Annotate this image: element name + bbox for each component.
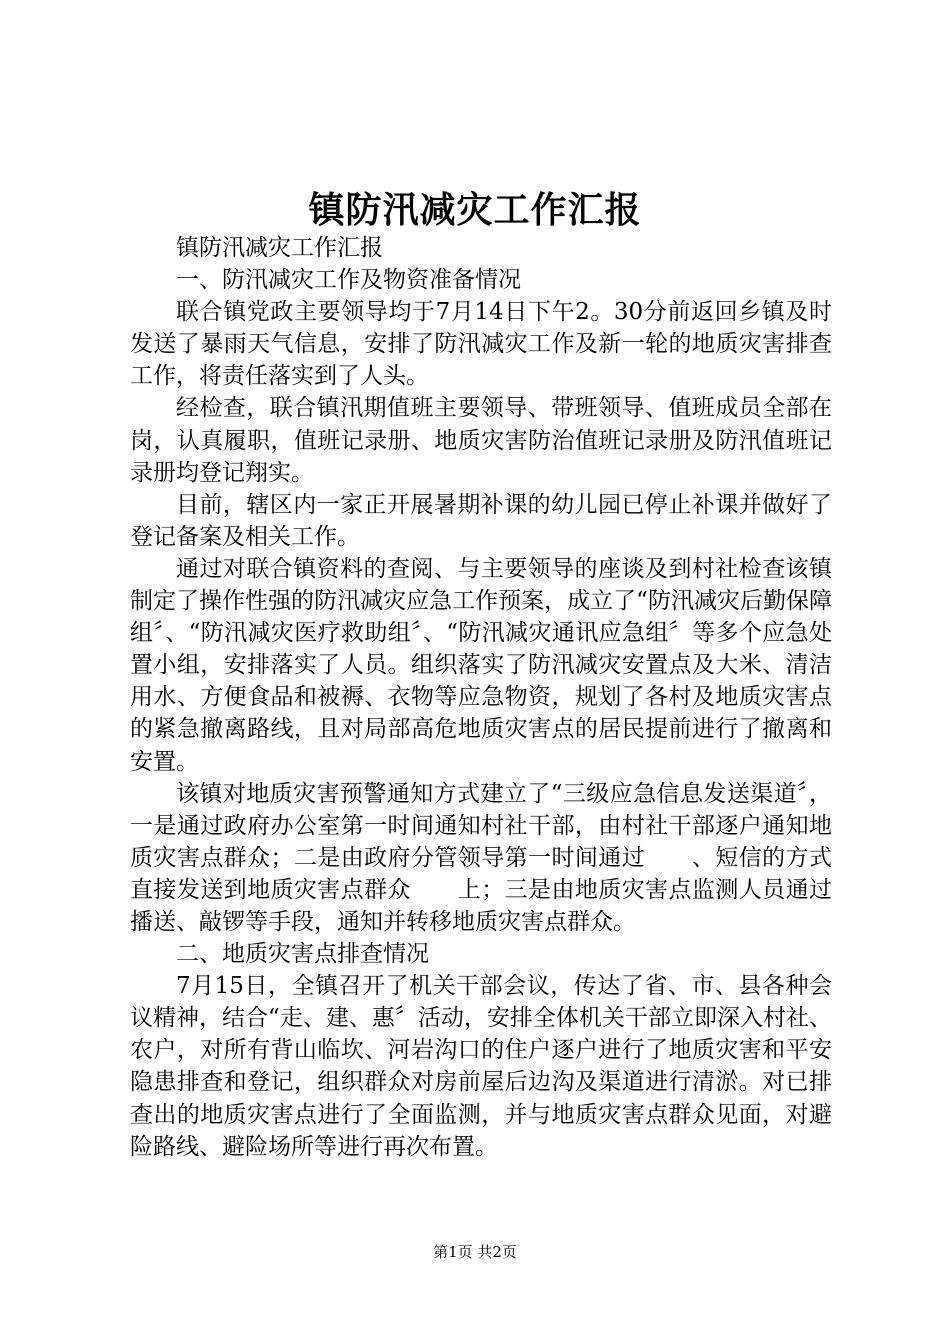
paragraph: 目前，辖区内一家正开展暑期补课的幼儿园已停止补课并做好了登记备案及相关工作。 — [130, 491, 832, 550]
paragraph: 通过对联合镇资料的查阅、与主要领导的座谈及到村社检查该镇制定了操作性强的防汛减灾应急工作预案，成立了“防汛减灾后勤保障组〞、“防汛减灾医疗救助组〞、“防汛减灾通讯应急组〞等多个应急处置小组，安排落实了人员。组织落实了防汛减灾安置点及大米、清洁用水、方便食品和被褥、衣物等应急物资，规划了各村及地质灾害点的紧急撤离路线，且对局部高危地质灾害点的居民提前进行了撤离和安置。 — [130, 555, 832, 775]
paragraph: 7月15日，全镇召开了机关干部会议，传达了省、市、县各种会议精神，结合“走、建、惠〞活动，安排全体机关干部立即深入村社、农户，对所有背山临坎、河岩沟口的住户逐户进行了地质灾害和平安隐患排查和登记，组织群众对房前屋后边沟及渠道进行清淤。对已排查出的地质灾害点进行了全面监测，并与地质灾害点群众见面，对避险路线、避险场所等进行再次布置。 — [130, 973, 832, 1160]
paragraph: 联合镇党政主要领导均于7月14日下午2。30分前返回乡镇及时发送了暴雨天气信息，安排了防汛减灾工作及新一轮的地质灾害排查工作，将责任落实到了人头。 — [130, 299, 832, 390]
section-heading-1: 一、防汛减灾工作及物资准备情况 — [176, 267, 521, 294]
document-body — [130, 232, 832, 1163]
paragraph: 经检查，联合镇汛期值班主要领导、带班领导、值班成员全部在岗，认真履职，值班记录册、地质灾害防治值班记录册及防汛值班记录册均登记翔实。 — [130, 395, 832, 486]
page-footer: 第1页 共2页 — [433, 1243, 517, 1261]
paragraph: 该镇对地质灾害预警通知方式建立了“三级应急信息发送渠道〞，一是通过政府办公室第一时间通知村社干部，由村社干部逐户通知地质灾害点群众；二是由政府分管领导第一时间通过 、短信的方式直接发送到地质灾害点群众 上；三是由地质灾害点监测人员通过播送、敲锣等手段，通知并转移地质灾害点群众。 — [130, 780, 832, 935]
section-heading-2: 二、地质灾害点排查情况 — [176, 941, 429, 968]
paragraph-heading-repeat: 镇防汛减灾工作汇报 — [176, 235, 383, 261]
document-title: 镇防汛减灾工作汇报 — [308, 189, 642, 231]
